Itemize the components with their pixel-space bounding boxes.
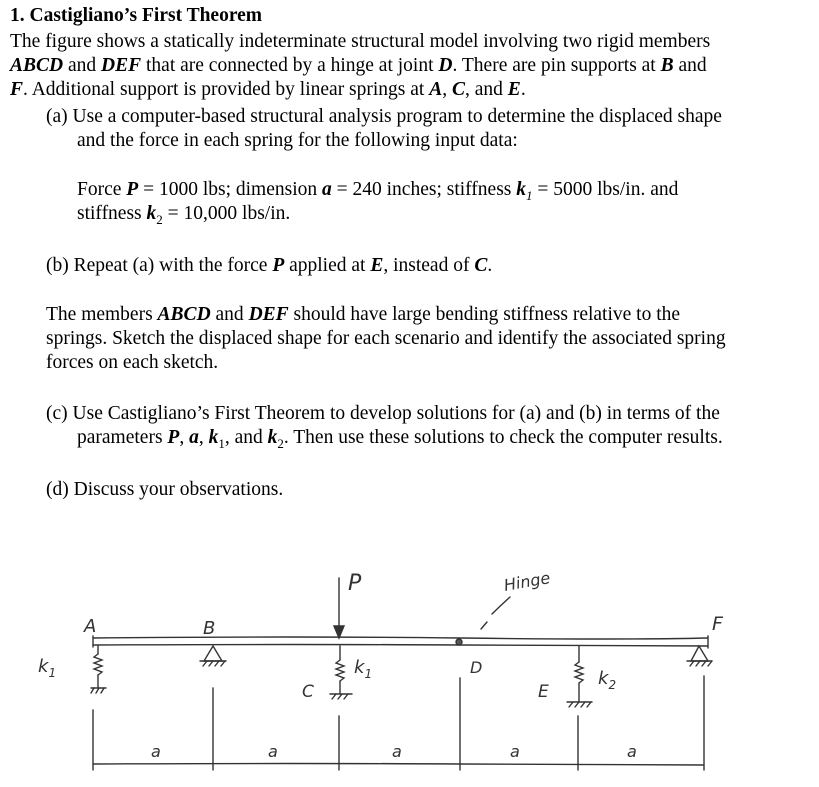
- label-b: B: [203, 618, 216, 639]
- dimension-a-4: a: [510, 742, 520, 761]
- label-e: E: [538, 682, 549, 702]
- pin-support-b: [200, 646, 226, 666]
- part-c-line-2: parameters P, a, $k_1$, and $k_2$. Then use these solutions to check the computer results.: [77, 427, 723, 451]
- label-a: A: [84, 616, 97, 637]
- input-data-line-2: stiffness $k_2 = 10,000$ lbs/in.: [77, 203, 291, 227]
- label-d: D: [470, 658, 483, 677]
- beam-abcd-def: [93, 636, 708, 648]
- dimension-a-5: a: [627, 742, 637, 761]
- part-b: (b) Repeat (a) with the force P applied at E, instead of C.: [46, 255, 493, 276]
- intro-line-3: F. Additional support is provided by linear springs at A, C, and E.: [10, 79, 526, 100]
- label-c: C: [302, 682, 314, 702]
- problem-heading: 1. Castigliano’s First Theorem: [10, 5, 263, 26]
- dimension-a-1: a: [151, 742, 161, 761]
- spring-c: [330, 646, 352, 699]
- note-line-3: forces on each sketch.: [46, 352, 219, 373]
- label-p: P: [348, 571, 362, 596]
- spring-e: [567, 646, 592, 707]
- hinge-joint-d: [456, 639, 462, 645]
- label-f: F: [712, 613, 723, 635]
- part-c-line-1: (c) Use Castigliano’s First Theorem to develop solutions for (a) and (b) in terms of the: [46, 403, 720, 424]
- label-k1-mid: $k_1$: [354, 657, 373, 681]
- part-a-line-1: (a) Use a computer-based structural analysis program to determine the displaced shape: [46, 106, 722, 127]
- note-line-1: The members ABCD and DEF should have large bending stiffness relative to the: [46, 304, 681, 325]
- note-line-2: springs. Sketch the displaced shape for each scenario and identify the associated spring: [46, 328, 726, 349]
- hinge-leader-lower: [481, 622, 487, 629]
- label-k1-left: $k_1$: [38, 656, 57, 680]
- load-arrow-p: [334, 578, 344, 638]
- input-data-line-1: Force P = 1000 lbs; dimension a = 240 inches; stiffness $k_1 = 5000$ lbs/in. and: [77, 179, 679, 203]
- dimension-a-3: a: [392, 742, 402, 761]
- member-def: DEF: [101, 55, 142, 76]
- spring-a: [91, 646, 106, 693]
- intro-line-2: ABCD and DEF that are connected by a hinge at joint D. There are pin supports at B and: [10, 55, 707, 76]
- pin-support-f: [687, 646, 712, 666]
- hinge-leader-arrow: [492, 597, 510, 614]
- dimension-a-2: a: [268, 742, 278, 761]
- part-d: (d) Discuss your observations.: [46, 479, 284, 500]
- intro-line-1: The figure shows a statically indeterminate structural model involving two rigid members: [10, 31, 711, 52]
- label-hinge: Hinge: [502, 568, 552, 595]
- member-abcd: ABCD: [10, 55, 64, 76]
- part-a-line-2: and the force in each spring for the following input data:: [77, 130, 518, 151]
- label-k2: $k_2$: [598, 668, 617, 692]
